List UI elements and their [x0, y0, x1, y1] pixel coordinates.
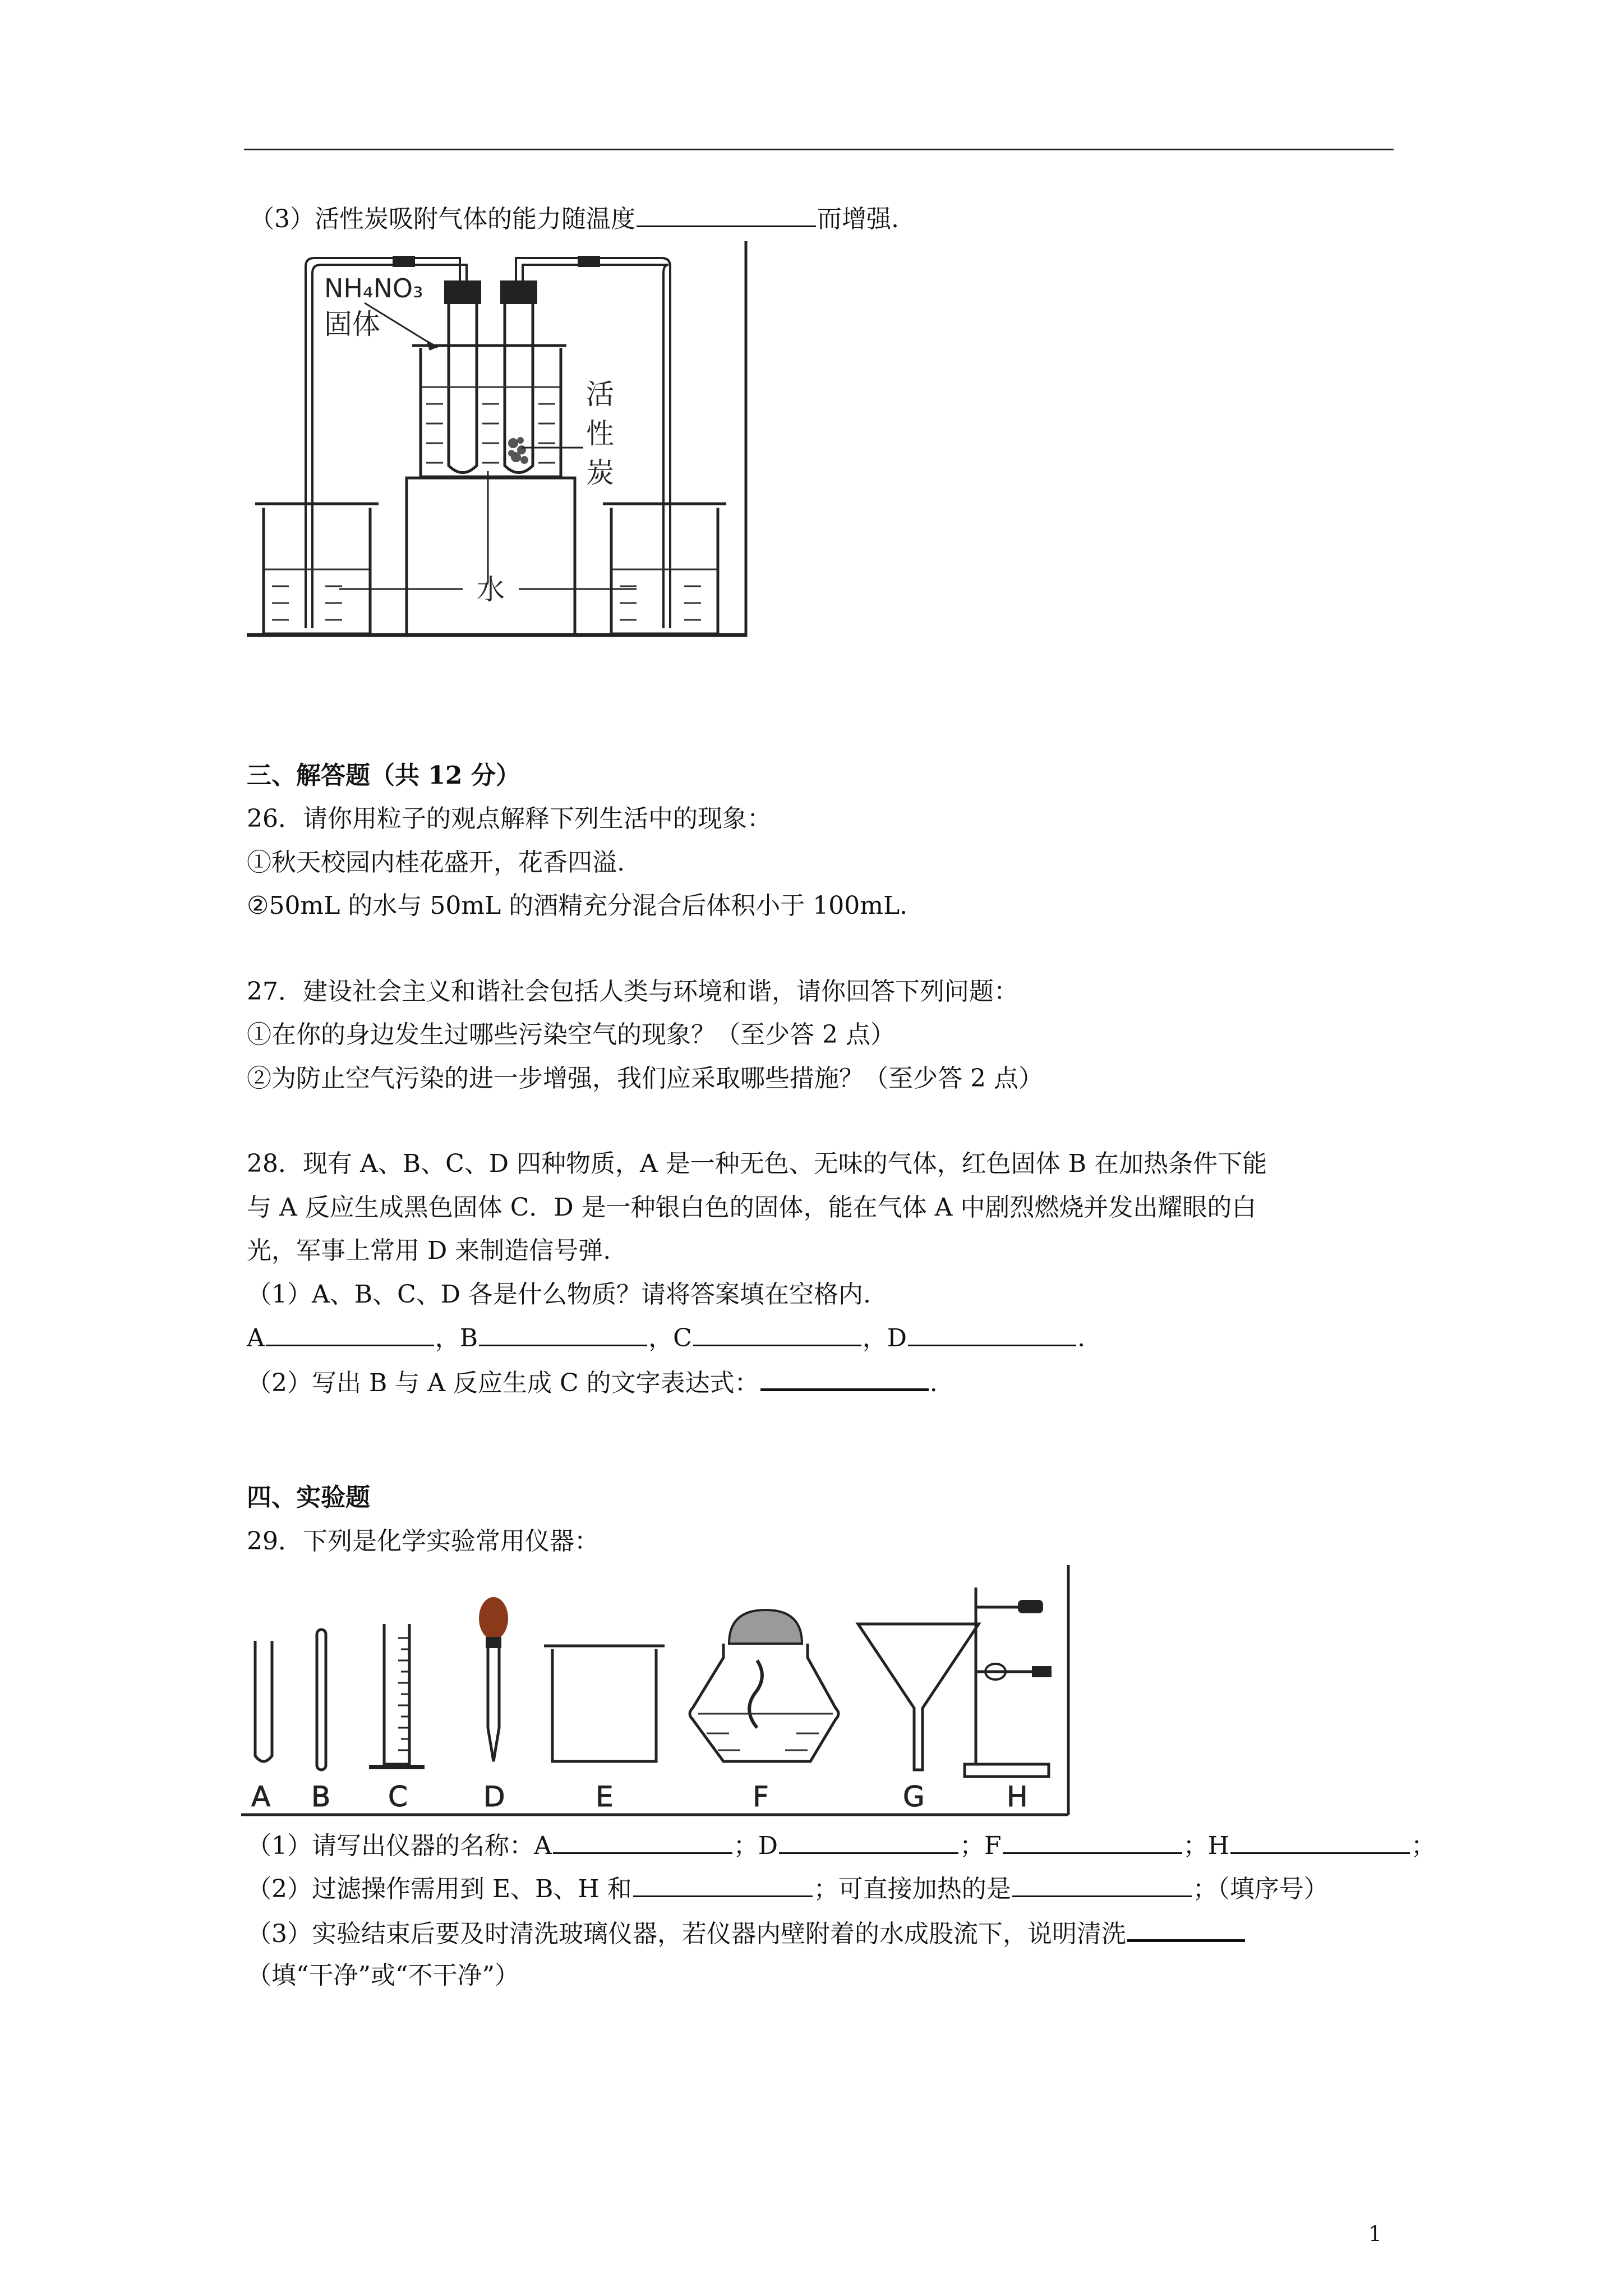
- instrument-letter-d: D: [483, 1780, 505, 1813]
- instrument-letter-g: G: [903, 1780, 925, 1813]
- answer-blank-name-d[interactable]: [779, 1830, 958, 1854]
- instrument-letter-e: E: [596, 1780, 614, 1813]
- instrument-letter-f: F: [753, 1780, 769, 1813]
- answer-blank-d[interactable]: [908, 1322, 1076, 1346]
- q28-answer-line: A ，B ，C ，D .: [247, 1322, 1085, 1354]
- carbon-label-2: 性: [586, 417, 614, 450]
- q28-part1: （1）A、B、C、D 各是什么物质？请将答案填在空格内.: [247, 1280, 872, 1309]
- reagent-label: NH₄NO₃: [324, 273, 423, 303]
- answer-blank[interactable]: [637, 203, 816, 227]
- reagent-label-solid: 固体: [324, 308, 380, 341]
- answer-blank-c[interactable]: [693, 1322, 861, 1346]
- carbon-label-1: 活: [586, 378, 614, 411]
- q25-part3: （3）活性炭吸附气体的能力随温度 而增强.: [250, 203, 899, 235]
- q28-stem-line-1: 28．现有 A、B、C、D 四种物质，A 是一种无色、无味的气体，红色固体 B 在加热条件下能: [247, 1149, 1267, 1178]
- q29-part2: （2）过滤操作需用到 E、B、H 和 ；可直接加热的是 ；（填序号）: [247, 1873, 1329, 1905]
- answer-blank-filter[interactable]: [633, 1873, 813, 1897]
- q28-stem-line-3: 光，军事上常用 D 来制造信号弹.: [247, 1236, 611, 1265]
- section3-heading: 三、解答题（共 12 分）: [247, 761, 520, 790]
- answer-blank-a[interactable]: [266, 1322, 434, 1346]
- answer-blank-name-h[interactable]: [1230, 1830, 1410, 1854]
- instrument-letter-a: A: [251, 1780, 271, 1813]
- instrument-letter-b: B: [311, 1780, 331, 1813]
- q26-item-2: ②50mL 的水与 50mL 的酒精充分混合后体积小于 100mL.: [247, 891, 908, 920]
- q29-part3-line-1: （3）实验结束后要及时清洗玻璃仪器，若仪器内壁附着的水成股流下，说明清洗: [247, 1917, 1246, 1950]
- adsorption-apparatus-figure: [241, 236, 757, 645]
- carbon-label-3: 炭: [586, 457, 614, 489]
- q28-part2: （2）写出 B 与 A 反应生成 C 的文字表达式： .: [247, 1366, 938, 1399]
- q29-part1: （1）请写出仪器的名称：A ；D ；F ；H ；: [247, 1830, 1436, 1862]
- section4-heading: 四、实验题: [247, 1483, 370, 1512]
- page-number: 1: [1368, 2221, 1382, 2246]
- header-rule: [244, 149, 1394, 150]
- instrument-letter-c: C: [388, 1780, 408, 1813]
- q29-part3-line-2: （填“干净”或“不干净”）: [247, 1961, 519, 1990]
- answer-blank-heat[interactable]: [1012, 1873, 1192, 1897]
- q26-stem: 26．请你用粒子的观点解释下列生活中的现象：: [247, 804, 772, 833]
- water-label: 水: [477, 573, 505, 606]
- q27-stem: 27．建设社会主义和谐社会包括人类与环境和谐，请你回答下列问题：: [247, 977, 1018, 1006]
- q29-stem: 29．下列是化学实验常用仪器：: [247, 1527, 599, 1556]
- q27-item-1: ①在你的身边发生过哪些污染空气的现象？（至少答 2 点）: [247, 1020, 895, 1049]
- q26-item-1: ①秋天校园内桂花盛开，花香四溢.: [247, 848, 625, 877]
- answer-blank-b[interactable]: [479, 1322, 647, 1346]
- answer-blank-clean[interactable]: [1127, 1917, 1245, 1942]
- q27-item-2: ②为防止空气污染的进一步增强，我们应采取哪些措施？（至少答 2 点）: [247, 1064, 1043, 1093]
- lab-instruments-figure: [241, 1565, 1082, 1818]
- answer-blank-name-f[interactable]: [1003, 1830, 1182, 1854]
- answer-blank-name-a[interactable]: [553, 1830, 732, 1854]
- answer-blank-expression[interactable]: [760, 1366, 929, 1391]
- q28-stem-line-2: 与 A 反应生成黑色固体 C．D 是一种银白色的固体，能在气体 A 中剧烈燃烧并发出耀眼的白: [247, 1193, 1257, 1222]
- instrument-letter-h: H: [1007, 1780, 1028, 1813]
